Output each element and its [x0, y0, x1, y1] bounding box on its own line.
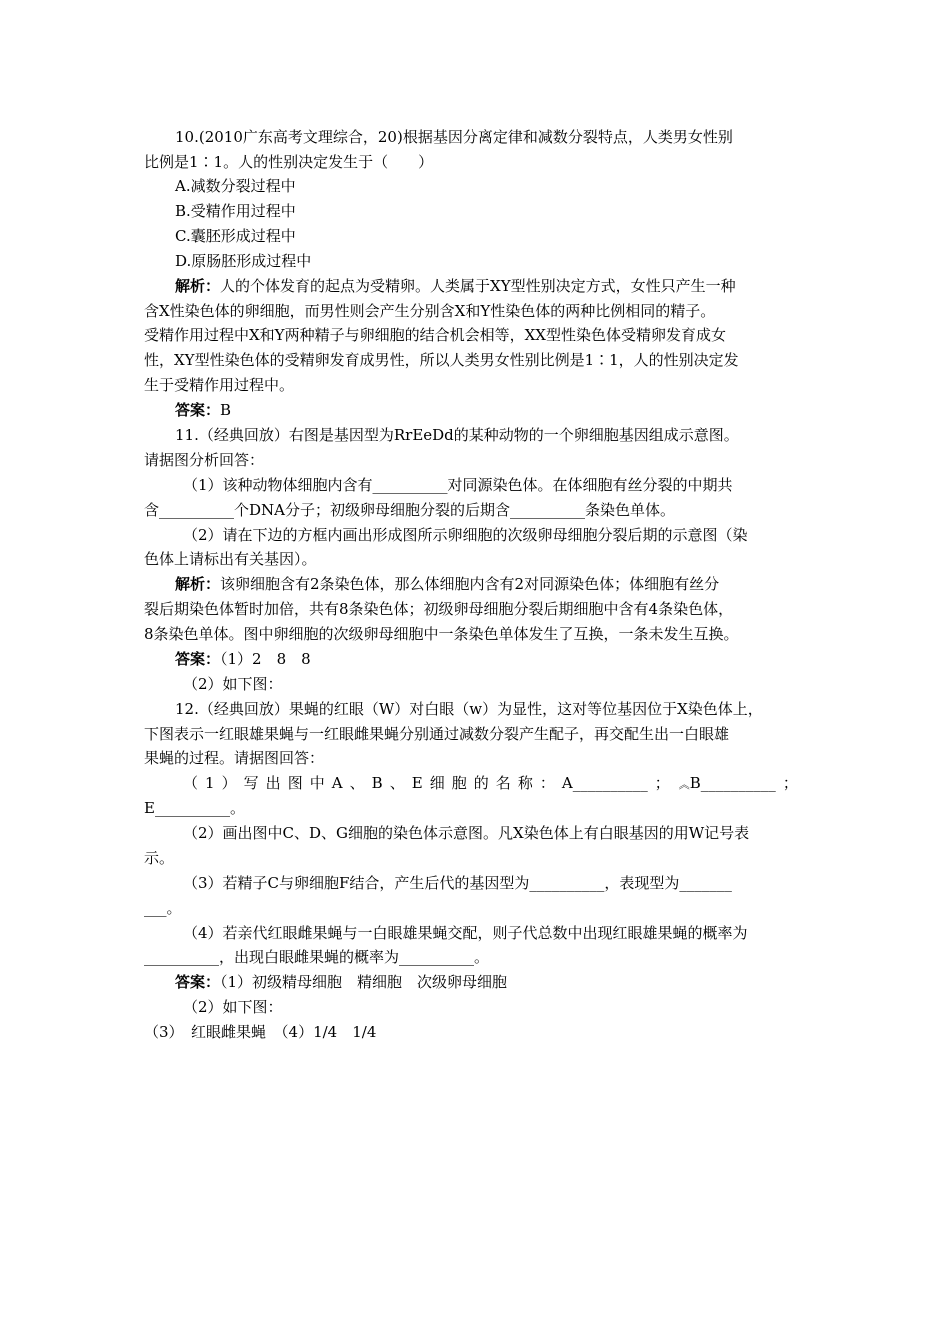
answer-text: B [220, 401, 232, 419]
text-char: 胞 [451, 774, 467, 792]
q11-analysis-line-1 [175, 572, 719, 596]
q12-part1-line-2: E__________。 [144, 799, 245, 817]
q11-answer-line-1 [175, 647, 311, 671]
text-char: ） [221, 774, 237, 792]
q11-part2-line-2: 色体上请标出有关基因）。 [144, 550, 317, 568]
analysis-label: 解析： [175, 575, 221, 593]
analysis-text: 该卵细胞含有2条染色体，那么体细胞内含有2对同源染色体；体细胞有丝分 [220, 575, 720, 593]
q12-part4-line-1: （4）若亲代红眼雌果蝇与一白眼雄果蝇交配，则子代总数中出现红眼雄果蝇的概率为 [183, 924, 748, 942]
q12-answer-line-1 [175, 970, 507, 994]
q12-part2-line-1: （2）画出图中C、D、G细胞的染色体示意图。凡X染色体上有白眼基因的用W记号表 [183, 824, 750, 842]
q10-stem-line-1: 10.(2010广东高考文理综合，20)根据基因分离定律和减数分裂特点，人类男女性别 [175, 128, 733, 146]
text-char: 、 [389, 774, 405, 792]
q10-analysis-line-5: 生于受精作用过程中。 [144, 376, 295, 394]
text-char: 细 [429, 774, 445, 792]
q12-part3-line-2: ___。 [144, 899, 182, 917]
blank-a: A__________ [561, 774, 648, 792]
q10-stem-line-2: 比例是1∶1。人的性别决定发生于（ ） [144, 153, 434, 171]
q10-option-c: C.囊胚形成过程中 [175, 227, 296, 245]
text-char: 中 [309, 774, 325, 792]
q12-part4-line-2: __________，出现白眼雌果蝇的概率为__________。 [144, 948, 490, 966]
q11-part1-line-1: （1）该种动物体细胞内含有__________对同源染色体。在体细胞有丝分裂的中期共 [183, 476, 733, 494]
blank-b-text: B__________ [689, 774, 776, 792]
text-char: 图 [287, 774, 303, 792]
q11-answer-line-2: （2）如下图： [183, 675, 283, 693]
q12-part3-line-1: （3）若精子C与卵细胞F结合，产生后代的基因型为__________，表现型为_______ [183, 874, 732, 892]
q10-analysis-line-3: 受精作用过程中X和Y两种精子与卵细胞的结合机会相等，XX型性染色体受精卵发育成女 [144, 326, 726, 344]
q12-part2-line-2: 示。 [144, 849, 175, 867]
q11-stem-line-1: 11.（经典回放）右图是基因型为RrEeDd的某种动物的一个卵细胞基因组成示意图。 [175, 426, 739, 444]
text-char: 称 [517, 774, 533, 792]
q12-stem-line-2: 下图表示一红眼雄果蝇与一红眼雌果蝇分别通过减数分裂产生配子，再交配生出一白眼雄 [144, 725, 730, 743]
text-char: E [411, 774, 423, 792]
q10-analysis-line-1 [175, 274, 736, 298]
answer-text: （1）2 8 8 [220, 650, 311, 668]
q10-answer [175, 398, 231, 422]
text-char: ： [539, 774, 555, 792]
q11-part1-line-2: 含__________个DNA分子；初级卵母细胞分裂的后期含__________条染色单体。 [144, 501, 675, 519]
q11-part2-line-1: （2）请在下边的方框内画出形成图所示卵细胞的次级卵母细胞分裂后期的示意图（染 [183, 526, 748, 544]
q12-answer-line-2: （2）如下图： [183, 998, 283, 1016]
q11-analysis-line-3: 8条染色单体。图中卵细胞的次级卵母细胞中一条染色单体发生了互换，一条未发生互换。 [144, 625, 739, 643]
answer-text: （1）初级精母细胞 精细胞 次级卵母细胞 [220, 973, 508, 991]
text-char: 出 [265, 774, 281, 792]
blank-b [677, 771, 776, 797]
q10-option-b: B.受精作用过程中 [175, 202, 296, 220]
text-char: 1 [205, 774, 215, 792]
text-char: 名 [495, 774, 511, 792]
text-char: B [371, 774, 383, 792]
q10-option-d: D.原肠胚形成过程中 [175, 252, 312, 270]
q10-analysis-line-2: 含X性染色体的卵细胞，而男性则会产生分别含X和Y性染色体的两种比例相同的精子。 [144, 302, 716, 320]
answer-label: 答案： [175, 650, 221, 668]
analysis-label: 解析： [175, 277, 221, 295]
q12-part1-line-1 [183, 771, 798, 797]
answer-label: 答案： [175, 401, 221, 419]
caret-mark-icon: ︽ [678, 778, 688, 791]
answer-label: 答案： [175, 973, 221, 991]
text-char: 写 [243, 774, 259, 792]
text-char: A [331, 774, 343, 792]
text-char: ； [654, 774, 670, 792]
q10-analysis-line-4: 性，XY型性染色体的受精卵发育成男性，所以人类男女性别比例是1∶1，人的性别决定发 [144, 351, 739, 369]
q12-stem-line-3: 果蝇的过程。请据图回答： [144, 749, 325, 767]
text-char: （ [183, 774, 199, 792]
text-char: 、 [349, 774, 365, 792]
q10-option-a: A.减数分裂过程中 [175, 177, 296, 195]
text-char: 的 [473, 774, 489, 792]
q11-stem-line-2: 请据图分析回答： [144, 451, 265, 469]
q11-analysis-line-2: 裂后期染色体暂时加倍，共有8条染色体；初级卵母细胞分裂后期细胞中含有4条染色体， [144, 600, 734, 618]
analysis-text: 人的个体发育的起点为受精卵。人类属于XY型性别决定方式，女性只产生一种 [220, 277, 736, 295]
q12-answer-line-3: （3） 红眼雌果蝇 （4）1/4 1/4 [144, 1023, 377, 1041]
text-char: ； [782, 774, 798, 792]
q12-stem-line-1: 12.（经典回放）果蝇的红眼（W）对白眼（w）为显性，这对等位基因位于X染色体上， [175, 700, 763, 718]
